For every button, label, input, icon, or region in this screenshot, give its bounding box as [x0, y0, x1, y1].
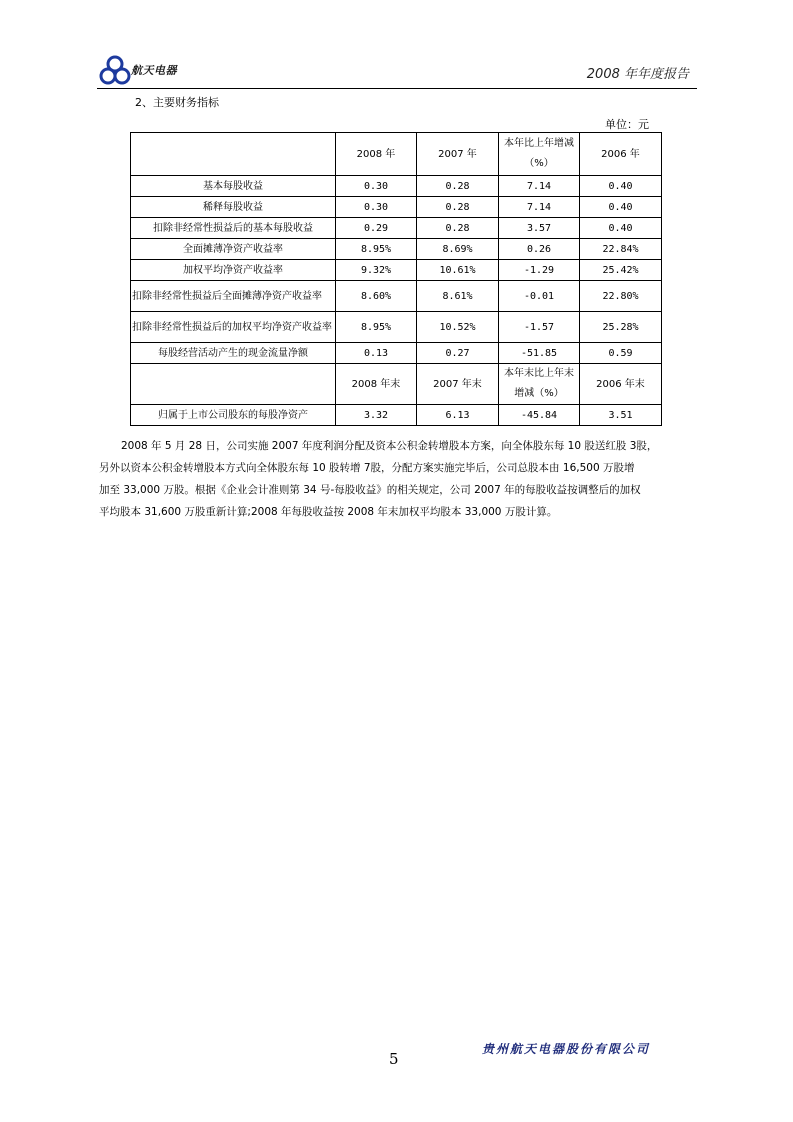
table-header-row: [131, 133, 662, 176]
value-change: -1.29: [499, 260, 580, 281]
header-cell-2008: 2008 年: [336, 133, 417, 176]
value-change: -1.57: [499, 312, 580, 343]
value-2007: 0.28: [417, 176, 499, 197]
row-label: 全面摊薄净资产收益率: [131, 239, 336, 260]
value-2008: 3.32: [336, 405, 417, 426]
subheader-cell-empty: [131, 364, 336, 405]
value-change: -0.01: [499, 281, 580, 312]
value-2006: 0.40: [580, 176, 662, 197]
value-2007: 0.28: [417, 218, 499, 239]
row-label: 扣除非经常性损益后全面摊薄净资产收益率: [131, 281, 336, 312]
table-row: [131, 281, 662, 312]
value-2008: 0.29: [336, 218, 417, 239]
unit-label: 单位：元: [605, 118, 649, 131]
row-label: 每股经营活动产生的现金流量净额: [131, 343, 336, 364]
row-label: 加权平均净资产收益率: [131, 260, 336, 281]
table-row: [131, 218, 662, 239]
section-title: 2、主要财务指标: [135, 96, 219, 109]
value-2006: 0.40: [580, 197, 662, 218]
value-2007: 0.27: [417, 343, 499, 364]
subheader-cell-change: 本年末比上年末增减（%）: [499, 364, 580, 405]
value-2007: 10.61%: [417, 260, 499, 281]
note-line: 平均股本 31,600 万股重新计算;2008 年每股收益按 2008 年末加权平均股本 33,000 万股计算。: [99, 506, 558, 518]
value-2008: 8.60%: [336, 281, 417, 312]
value-change: 0.26: [499, 239, 580, 260]
value-2007: 10.52%: [417, 312, 499, 343]
company-name: 贵州航天电器股份有限公司: [482, 1042, 651, 1056]
table-row: [131, 176, 662, 197]
row-label: 归属于上市公司股东的每股净资产: [131, 405, 336, 426]
report-title: 2008 年年度报告: [586, 67, 689, 82]
value-2007: 0.28: [417, 197, 499, 218]
value-change: -51.85: [499, 343, 580, 364]
header-divider: [97, 88, 697, 89]
row-label: 扣除非经常性损益后的加权平均净资产收益率: [131, 312, 336, 343]
value-2007: 8.69%: [417, 239, 499, 260]
value-change: 3.57: [499, 218, 580, 239]
row-label: 扣除非经常性损益后的基本每股收益: [131, 218, 336, 239]
value-2008: 8.95%: [336, 239, 417, 260]
value-2006: 22.84%: [580, 239, 662, 260]
header-cell-2006: 2006 年: [580, 133, 662, 176]
note-line: 2008 年 5 月 28 日，公司实施 2007 年度利润分配及资本公积金转增股本方案，向全体股东每 10 股送红股 3股，: [121, 440, 658, 452]
subheader-cell-2007: 2007 年末: [417, 364, 499, 405]
value-2008: 9.32%: [336, 260, 417, 281]
table-row: [131, 197, 662, 218]
value-2006: 25.42%: [580, 260, 662, 281]
note-line: 另外以资本公积金转增股本方式向全体股东每 10 股转增 7股，分配方案实施完毕后，公司总股本由 16,500 万股增: [99, 462, 635, 474]
page-header: [97, 52, 697, 90]
row-label: 基本每股收益: [131, 176, 336, 197]
logo-text: 航天电器: [131, 64, 177, 77]
value-2006: 25.28%: [580, 312, 662, 343]
value-change: 7.14: [499, 197, 580, 218]
value-2006: 22.80%: [580, 281, 662, 312]
value-2006: 0.40: [580, 218, 662, 239]
page-number: 5: [389, 1050, 399, 1068]
value-2007: 6.13: [417, 405, 499, 426]
table-subheader-row: [131, 364, 662, 405]
value-2008: 0.30: [336, 197, 417, 218]
header-cell-2007: 2007 年: [417, 133, 499, 176]
subheader-cell-2006: 2006 年末: [580, 364, 662, 405]
row-label: 稀释每股收益: [131, 197, 336, 218]
financial-indicators-table: [130, 132, 662, 426]
value-2008: 8.95%: [336, 312, 417, 343]
subheader-cell-2008: 2008 年末: [336, 364, 417, 405]
table-row: [131, 260, 662, 281]
explanatory-note: [99, 435, 699, 523]
value-change: 7.14: [499, 176, 580, 197]
value-2008: 0.30: [336, 176, 417, 197]
table-row: [131, 312, 662, 343]
note-line: 加至 33,000 万股。根据《企业会计准则第 34 号-每股收益》的相关规定，公司 2007 年的每股收益按调整后的加权: [99, 484, 641, 496]
table-row: [131, 343, 662, 364]
table-row: [131, 239, 662, 260]
value-2006: 0.59: [580, 343, 662, 364]
value-change: -45.84: [499, 405, 580, 426]
company-logo-icon: [97, 54, 133, 88]
header-cell-change: 本年比上年增减（%）: [499, 133, 580, 176]
value-2007: 8.61%: [417, 281, 499, 312]
table-row: [131, 405, 662, 426]
header-cell-empty: [131, 133, 336, 176]
value-2006: 3.51: [580, 405, 662, 426]
value-2008: 0.13: [336, 343, 417, 364]
